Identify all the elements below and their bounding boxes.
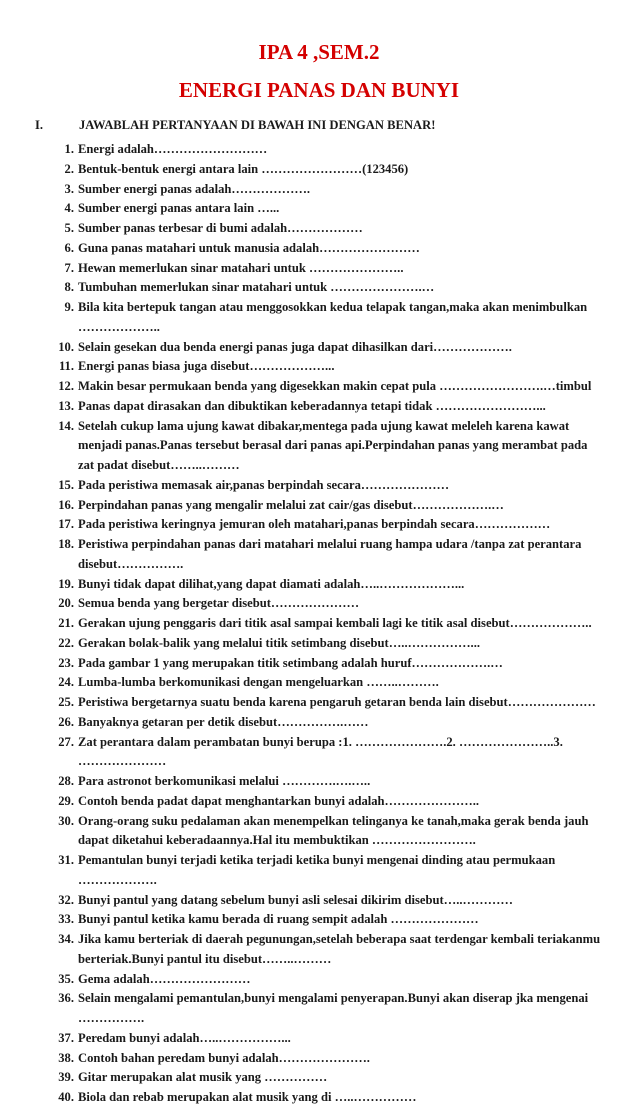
question-number: 34. <box>58 932 74 946</box>
question-number: 27. <box>58 734 74 749</box>
question-number: 28. <box>58 774 74 788</box>
question-item <box>46 496 606 516</box>
question-text: Guna panas matahari untuk manusia adalah…………………… <box>78 240 420 255</box>
question-number: 26. <box>58 714 74 729</box>
question-item <box>46 1029 606 1049</box>
question-text: Gema adalah…………………… <box>78 971 251 986</box>
question-number: 25. <box>58 695 74 709</box>
question-number: 24. <box>58 675 74 690</box>
question-number: 30. <box>58 813 74 828</box>
question-item <box>46 594 606 614</box>
question-item <box>46 417 606 476</box>
question-number: 38. <box>58 1050 74 1065</box>
question-number: 23. <box>58 655 74 670</box>
question-number: 4. <box>64 201 74 216</box>
question-number: 5. <box>64 221 74 235</box>
question-text: Peristiwa bergetarnya suatu benda karena pengaruh getaran benda lain disebut………………… <box>78 695 596 709</box>
question-text: Pada peristiwa memasak air,panas berpindah secara………………… <box>78 477 450 492</box>
question-item <box>46 1049 606 1069</box>
question-number: 39. <box>58 1070 74 1085</box>
question-number: 19. <box>58 576 74 591</box>
question-item <box>46 654 606 674</box>
question-text: Bunyi tidak dapat dilihat,yang dapat diamati adalah…..………………... <box>78 576 465 591</box>
question-text: Pada gambar 1 yang merupakan titik setimbang adalah huruf……………….… <box>78 655 503 670</box>
question-text: Sumber energi panas antara lain …... <box>78 201 280 216</box>
question-number: 3. <box>64 181 74 196</box>
question-number: 36. <box>58 991 74 1006</box>
question-text: Banyaknya getaran per detik disebut…………….…… <box>78 714 369 729</box>
question-text: Pada peristiwa keringnya jemuran oleh matahari,panas berpindah secara……………… <box>78 517 551 532</box>
question-item <box>46 239 606 259</box>
question-text: Sumber energi panas adalah………………. <box>78 181 311 196</box>
question-item <box>46 1088 606 1108</box>
question-number: 9. <box>64 300 74 314</box>
question-number: 6. <box>64 240 74 255</box>
question-item <box>46 397 606 417</box>
question-text: Energi adalah……………………… <box>78 142 268 156</box>
question-item <box>46 772 606 792</box>
question-number: 33. <box>58 912 74 927</box>
question-number: 12. <box>58 379 74 393</box>
question-number: 35. <box>58 971 74 986</box>
section-number: I. <box>35 118 44 132</box>
question-item <box>46 733 606 773</box>
question-item <box>46 634 606 654</box>
question-number: 16. <box>58 497 74 512</box>
question-text: Bila kita bertepuk tangan atau menggosokkan kedua telapak tangan,maka akan menimbulkan ……………….. <box>78 300 588 334</box>
question-number: 21. <box>58 616 74 630</box>
question-text: Sumber panas terbesar di bumi adalah……………… <box>78 221 363 235</box>
question-number: 40. <box>58 1090 74 1104</box>
question-number: 32. <box>58 892 74 907</box>
question-number: 37. <box>58 1030 74 1045</box>
question-number: 20. <box>58 596 74 611</box>
section-instruction: JAWABLAH PERTANYAAN DI BAWAH INI DENGAN BENAR! <box>79 118 436 132</box>
question-text: Gerakan ujung penggaris dari titik asal sampai kembali lagi ke titik asal disebut……………….. <box>78 616 592 630</box>
question-item <box>46 930 606 970</box>
document-title: IPA 4 ,SEM.2 <box>258 40 380 64</box>
question-list <box>46 140 606 1108</box>
question-item <box>46 989 606 1029</box>
question-text: Bentuk-bentuk energi antara lain ……………………(123456) <box>78 161 409 176</box>
question-text: Contoh bahan peredam bunyi adalah…………………. <box>78 1050 370 1065</box>
question-item <box>46 338 606 358</box>
question-number: 10. <box>58 339 74 354</box>
question-text: Panas dapat dirasakan dan dibuktikan keberadannya tetapi tidak ……………………... <box>78 398 546 413</box>
question-item <box>46 910 606 930</box>
question-text: Biola dan rebab merupakan alat musik yang di …..…………… <box>78 1090 417 1104</box>
question-number: 1. <box>64 142 74 156</box>
question-number: 14. <box>58 418 74 433</box>
document-subtitle: ENERGI PANAS DAN BUNYI <box>178 78 460 102</box>
question-item <box>46 970 606 990</box>
question-number: 29. <box>58 793 74 808</box>
question-text: Jika kamu berteriak di daerah pegunungan,setelah beberapa saat terdengar kembali teriakanmu berteriak.Bunyi pantul itu disebut……..……… <box>78 932 601 966</box>
question-text: Bunyi pantul ketika kamu berada di ruang sempit adalah ………………… <box>78 912 479 927</box>
question-number: 15. <box>58 477 74 492</box>
question-item <box>46 535 606 575</box>
question-number: 13. <box>58 398 74 413</box>
question-number: 22. <box>58 635 74 650</box>
question-number: 8. <box>64 280 74 295</box>
question-item <box>46 140 606 160</box>
question-item <box>46 891 606 911</box>
question-number: 17. <box>58 517 74 532</box>
question-text: Makin besar permukaan benda yang digesekkan makin cepat pula …………………….…timbul <box>78 379 592 393</box>
question-item <box>46 259 606 279</box>
question-item <box>46 812 606 852</box>
question-text: Selain gesekan dua benda energi panas juga dapat dihasilkan dari………………. <box>78 339 512 354</box>
question-text: Perpindahan panas yang mengalir melalui zat cair/gas disebut……………….… <box>78 497 504 512</box>
question-text: Lumba-lumba berkomunikasi dengan mengeluarkan ……..………. <box>78 675 439 690</box>
question-number: 31. <box>58 853 74 867</box>
question-item <box>46 792 606 812</box>
question-item <box>46 515 606 535</box>
question-text: Contoh benda padat dapat menghantarkan bunyi adalah………………….. <box>78 793 480 808</box>
question-text: Orang-orang suku pedalaman akan menempelkan telinganya ke tanah,maka gerak benda jauh dapat diketahui keberadaannya.Hal itu membuktikan ……………………. <box>78 813 589 848</box>
question-item <box>46 713 606 733</box>
question-text: Zat perantara dalam perambatan bunyi berupa :1. ………………….2. …………………..3. ………………… <box>78 734 563 769</box>
question-item <box>46 298 606 338</box>
question-item <box>46 1068 606 1088</box>
question-item <box>46 673 606 693</box>
question-number: 2. <box>64 161 74 176</box>
question-text: Setelah cukup lama ujung kawat dibakar,mentega pada ujung kawat meleleh karena kawat menjadi panas.Panas tersebut berasal dari panas api.Perpindahan panas yang merambat pada zat padat disebut……..……… <box>78 418 588 472</box>
question-number: 11. <box>58 359 74 374</box>
question-item <box>46 357 606 377</box>
question-item <box>46 180 606 200</box>
question-text: Para astronot berkomunikasi melalui ………….….….. <box>78 774 371 788</box>
question-text: Peredam bunyi adalah…..……………... <box>78 1030 291 1045</box>
question-number: 18. <box>58 537 74 551</box>
question-number: 7. <box>64 260 74 275</box>
question-item <box>46 199 606 219</box>
question-item <box>46 693 606 713</box>
question-text: Bunyi pantul yang datang sebelum bunyi asli selesai dikirim disebut…..………… <box>78 892 513 907</box>
question-text: Selain mengalami pemantulan,bunyi mengalami penyerapan.Bunyi akan diserap jka mengenai ……………. <box>78 991 589 1025</box>
question-text: Pemantulan bunyi terjadi ketika terjadi ketika bunyi mengenai dinding atau permukaan ………………. <box>78 853 556 887</box>
question-item <box>46 160 606 180</box>
question-item <box>46 278 606 298</box>
question-item <box>46 614 606 634</box>
question-text: Hewan memerlukan sinar matahari untuk ………………….. <box>78 260 404 275</box>
question-text: Semua benda yang bergetar disebut………………… <box>78 596 360 611</box>
question-item <box>46 377 606 397</box>
question-item <box>46 851 606 891</box>
question-text: Energi panas biasa juga disebut………………... <box>78 359 335 374</box>
question-item <box>46 219 606 239</box>
question-item <box>46 476 606 496</box>
question-item <box>46 575 606 595</box>
question-text: Gitar merupakan alat musik yang …………… <box>78 1070 328 1085</box>
question-text: Tumbuhan memerlukan sinar matahari untuk ………………….… <box>78 280 435 295</box>
question-text: Peristiwa perpindahan panas dari matahari melalui ruang hampa udara /tanpa zat perantara disebut……………. <box>78 537 582 571</box>
question-text: Gerakan bolak-balik yang melalui titik setimbang disebut…..……………... <box>78 635 481 650</box>
